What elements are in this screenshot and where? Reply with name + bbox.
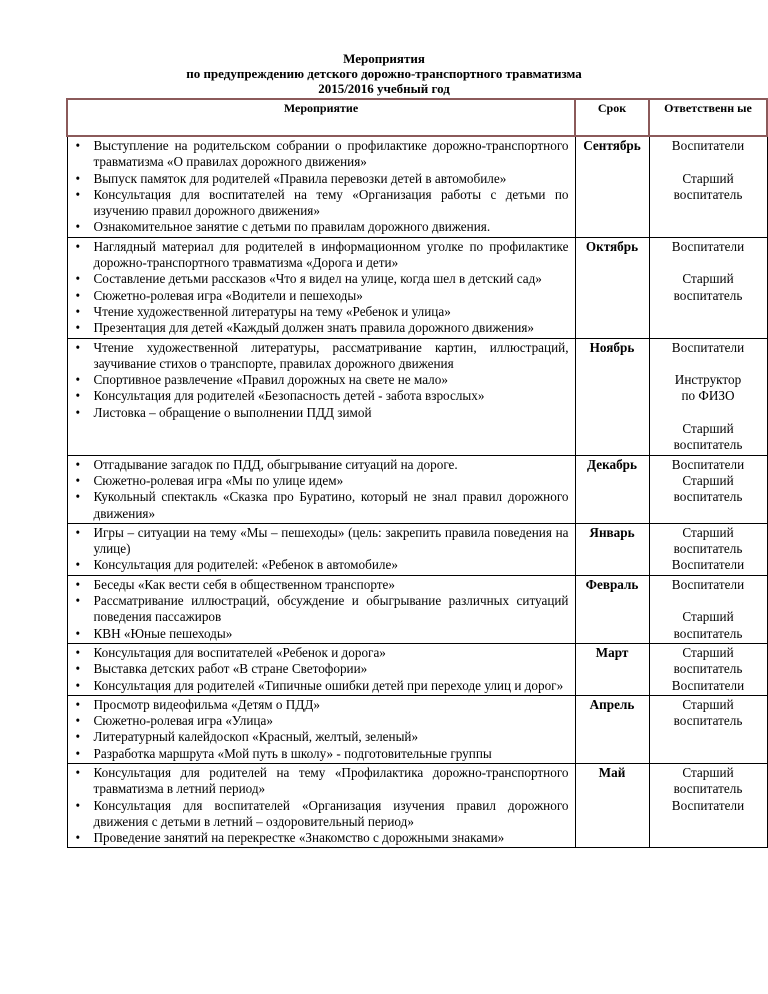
responsible-line <box>652 405 765 421</box>
responsible-cell <box>649 575 767 643</box>
responsible-cell <box>649 695 767 763</box>
list-item: • Игры – ситуации на тему «Мы – пешеходы» (цель: закрепить правила поведения на улице) <box>72 525 569 558</box>
responsible-line <box>652 356 765 372</box>
table-body <box>67 136 767 848</box>
responsible-line: Воспитатели <box>671 677 745 693</box>
events-list <box>72 525 569 574</box>
list-item: • Сюжетно-ролевая игра «Водители и пешеходы» <box>72 288 569 304</box>
responsible-cell <box>649 763 767 847</box>
list-item: • Консультация для воспитателей «Организация изучения правил дорожного движения с детьми в летний – оздоровительный период» <box>72 798 569 831</box>
responsible-cell <box>649 455 767 523</box>
responsible-line: воспитатель <box>673 713 743 729</box>
events-cell <box>67 455 575 523</box>
list-item: • Сюжетно-ролевая игра «Мы по улице идем» <box>72 473 569 489</box>
responsible-line: Старший <box>682 170 734 186</box>
responsible-line: Старший <box>682 271 734 287</box>
table-row <box>67 237 767 338</box>
responsible-cell <box>649 338 767 455</box>
list-item: • Сюжетно-ролевая игра «Улица» <box>72 713 569 729</box>
responsible-line: Старший <box>682 421 734 437</box>
events-list <box>72 457 569 522</box>
list-item: • Выступление на родительском собрании о профилактике дорожно-транспортного травматизма «О правилах дорожного движения» <box>72 138 569 171</box>
events-cell <box>67 338 575 455</box>
list-item: • Консультация для родителей: «Ребенок в автомобиле» <box>72 557 569 573</box>
list-item: • Выставка детских работ «В стране Светофории» <box>72 661 569 677</box>
responsible-line <box>652 255 765 271</box>
list-item: • Составление детьми рассказов «Что я видел на улице, когда шел в детский сад» <box>72 271 569 287</box>
document-header <box>0 51 768 96</box>
responsible-line: воспитатель <box>673 625 743 641</box>
responsible-line: Воспитатели <box>671 238 745 254</box>
table-row <box>67 523 767 575</box>
month-cell: Май <box>575 763 649 847</box>
events-cell <box>67 643 575 695</box>
responsible-line: Старший <box>682 524 734 540</box>
events-list <box>72 239 569 337</box>
responsible-line: по ФИЗО <box>681 388 735 404</box>
responsible-line: Инструктор <box>674 372 742 388</box>
responsible-line <box>652 154 765 170</box>
list-item: • Ознакомительное занятие с детьми по правилам дорожного движения. <box>72 219 569 235</box>
list-item: • Кукольный спектакль «Сказка про Буратино, который не знал правил дорожного движения» <box>72 489 569 522</box>
month-cell: Сентябрь <box>575 136 649 237</box>
list-item: • Разработка маршрута «Мой путь в школу» - подготовительные группы <box>72 746 569 762</box>
events-list <box>72 138 569 236</box>
table-row <box>67 643 767 695</box>
responsible-line: воспитатель <box>673 541 743 557</box>
column-header-event: Мероприятие <box>67 99 575 136</box>
events-list <box>72 697 569 762</box>
events-cell <box>67 695 575 763</box>
events-cell <box>67 136 575 237</box>
responsible-line: воспитатель <box>673 661 743 677</box>
events-cell <box>67 575 575 643</box>
list-item: • Консультация для воспитателей «Ребенок и дорога» <box>72 645 569 661</box>
document-title: Мероприятия <box>343 51 425 66</box>
events-cell <box>67 523 575 575</box>
school-year: 2015/2016 учебный год <box>318 81 450 96</box>
events-list <box>72 645 569 694</box>
list-item: • Литературный калейдоскоп «Красный, желтый, зеленый» <box>72 729 569 745</box>
list-item: • Презентация для детей «Каждый должен знать правила дорожного движения» <box>72 320 569 336</box>
events-list <box>72 577 569 642</box>
list-item: • Консультация для родителей «Типичные ошибки детей при переходе улиц и дорог» <box>72 678 569 694</box>
events-list <box>72 765 569 846</box>
list-item: • КВН «Юные пешеходы» <box>72 626 569 642</box>
month-cell: Декабрь <box>575 455 649 523</box>
list-item: • Спортивное развлечение «Правил дорожных на свете не мало» <box>72 372 569 388</box>
list-item: • Консультация для родителей «Безопасность детей - забота взрослых» <box>72 388 569 404</box>
responsible-line: Старший <box>682 764 734 780</box>
responsible-cell <box>649 136 767 237</box>
table-row <box>67 695 767 763</box>
responsible-line: воспитатель <box>673 781 743 797</box>
responsible-line: Старший <box>682 696 734 712</box>
list-item: • Отгадывание загадок по ПДД, обыгрывание ситуаций на дороге. <box>72 457 569 473</box>
events-table <box>66 98 768 848</box>
events-cell <box>67 237 575 338</box>
events-list <box>72 340 569 421</box>
responsible-line: Воспитатели <box>671 576 745 592</box>
responsible-line: воспитатель <box>673 489 743 505</box>
list-item: • Рассматривание иллюстраций, обсуждение и обыгрывание различных ситуаций поведения пассажиров <box>72 593 569 626</box>
list-item: • Консультация для воспитателей на тему «Организация работы с детьми по изучению правил дорожного движения» <box>72 187 569 220</box>
month-cell: Ноябрь <box>575 338 649 455</box>
column-header-deadline: Срок <box>575 99 649 136</box>
responsible-line: воспитатель <box>673 437 743 453</box>
events-cell <box>67 763 575 847</box>
month-cell: Январь <box>575 523 649 575</box>
table-row <box>67 763 767 847</box>
month-cell: Октябрь <box>575 237 649 338</box>
list-item: • Выпуск памяток для родителей «Правила перевозки детей в автомобиле» <box>72 171 569 187</box>
responsible-cell <box>649 237 767 338</box>
list-item: • Листовка – обращение о выполнении ПДД зимой <box>72 405 569 421</box>
table-row <box>67 575 767 643</box>
month-cell: Март <box>575 643 649 695</box>
list-item: • Беседы «Как вести себя в общественном транспорте» <box>72 577 569 593</box>
document-subtitle: по предупреждению детского дорожно-транспортного травматизма <box>186 66 582 81</box>
responsible-line: Воспитатели <box>671 557 745 573</box>
list-item: • Наглядный материал для родителей в информационном уголке по профилактике дорожно-транспортного травматизма «Дорога и дети» <box>72 239 569 272</box>
responsible-line: воспитатель <box>673 186 743 202</box>
list-item: • Просмотр видеофильма «Детям о ПДД» <box>72 697 569 713</box>
table-header-row <box>67 99 767 136</box>
responsible-line: Старший <box>682 609 734 625</box>
responsible-line: Старший <box>682 472 734 488</box>
responsible-line: воспитатель <box>673 287 743 303</box>
responsible-line: Воспитатели <box>671 456 745 472</box>
column-header-responsible: Ответственн ые <box>649 99 767 136</box>
responsible-line: Воспитатели <box>671 138 745 153</box>
list-item: • Чтение художественной литературы на тему «Ребенок и улица» <box>72 304 569 320</box>
responsible-line: Воспитатели <box>671 339 745 355</box>
list-item: • Консультация для родителей на тему «Профилактика дорожно-транспортного травматизма в летний период» <box>72 765 569 798</box>
table-row <box>67 455 767 523</box>
responsible-cell <box>649 643 767 695</box>
list-item: • Проведение занятий на перекрестке «Знакомство с дорожными знаками» <box>72 830 569 846</box>
list-item: • Чтение художественной литературы, рассматривание картин, иллюстраций, заучивание стихов о транспорте, правилах дорожного движения <box>72 340 569 373</box>
responsible-line: Воспитатели <box>671 797 745 813</box>
month-cell: Апрель <box>575 695 649 763</box>
table-row <box>67 136 767 237</box>
table-row <box>67 338 767 455</box>
responsible-line: Старший <box>682 644 734 660</box>
responsible-line <box>652 593 765 609</box>
responsible-cell <box>649 523 767 575</box>
month-cell: Февраль <box>575 575 649 643</box>
